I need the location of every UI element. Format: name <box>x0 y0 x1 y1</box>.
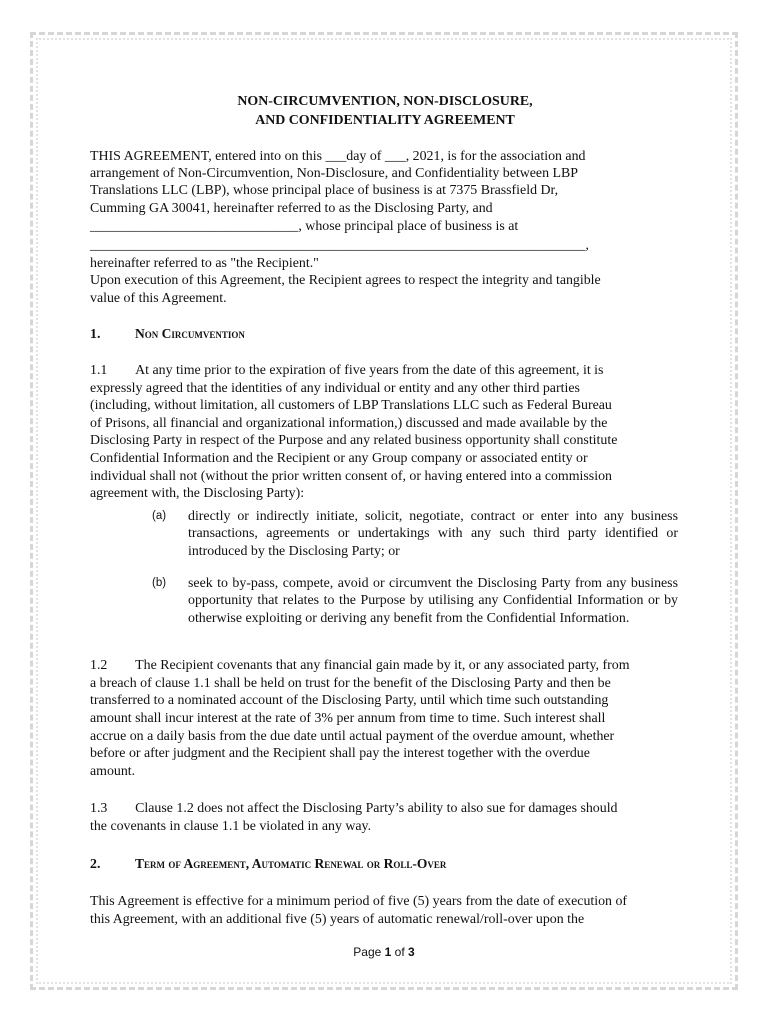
clause-1-2-line: a breach of clause 1.1 shall be held on trust for the benefit of the Disclosing Party and then be <box>90 676 611 691</box>
clause-1-2-line: amount. <box>90 764 136 779</box>
clause-1-1-line: agreement with, the Disclosing Party): <box>90 486 305 501</box>
intro-line-3: Translations LLC (LBP), whose principal place of business is at 7375 Brassfield Dr, <box>90 183 559 198</box>
section-1-number: 1. <box>90 327 101 342</box>
footer-prefix: Page <box>353 945 385 959</box>
section-2-heading <box>90 855 446 873</box>
list-item-b-text: seek to by-pass, compete, avoid or circumvent the Disclosing Party from any business opportunity that relates to the Purpose by utilising any Confidential Information or by otherwise exploiting or deriving any benefit from the Confidential Information. <box>188 576 678 626</box>
clause-1-3-line: the covenants in clause 1.1 be violated in any way. <box>90 819 372 834</box>
intro-line-1: THIS AGREEMENT, entered into on this ___day of ___, 2021, is for the association and <box>90 149 586 164</box>
document-title-line-2: AND CONFIDENTIALITY AGREEMENT <box>255 113 515 128</box>
clause-1-1-line: 1.1 At any time prior to the expiration of five years from the date of this agreement, it is <box>90 363 604 378</box>
section-1-heading <box>90 325 245 343</box>
footer-current-page: 1 <box>384 945 392 959</box>
section-2-number: 2. <box>90 857 101 872</box>
clause-1-2-line: before or after judgment and the Recipient shall pay the interest together with the overdue <box>90 746 590 761</box>
clause-1-1-line: Confidential Information and the Recipient or any Group company or associated entity or <box>90 451 588 466</box>
clause-1-3-line: 1.3 Clause 1.2 does not affect the Disclosing Party’s ability to also sue for damages should <box>90 801 618 816</box>
intro-line-6 <box>90 236 680 253</box>
intro-line-7: hereinafter referred to as "the Recipient." <box>90 256 319 271</box>
clause-1-1-line: Disclosing Party in respect of the Purpose and any related business opportunity shall constitute <box>90 433 618 448</box>
clause-1-1-line: expressly agreed that the identities of any individual or entity and any other third parties <box>90 381 580 396</box>
section-1-title: Non Circumvention <box>135 326 245 341</box>
clause-1-2-line: 1.2 The Recipient covenants that any financial gain made by it, or any associated party, from <box>90 658 630 673</box>
intro-line-5 <box>90 218 680 235</box>
section-2-title: Term of Agreement, Automatic Renewal or Roll-Over <box>135 856 447 871</box>
intro-line-8: Upon execution of this Agreement, the Recipient agrees to respect the integrity and tangible <box>90 273 601 288</box>
intro-line-9: value of this Agreement. <box>90 291 227 306</box>
clause-1-2-line: transferred to a nominated account of the Disclosing Party, until which time such outstanding <box>90 693 609 708</box>
clause-1-2-line: accrue on a daily basis from the due date until actual payment of the overdue amount, whether <box>90 729 615 744</box>
intro-line-4: Cumming GA 30041, hereinafter referred to as the Disclosing Party, and <box>90 201 493 216</box>
list-marker-a: (a) <box>152 510 167 522</box>
intro-line-2: arrangement of Non-Circumvention, Non-Disclosure, and Confidentiality between LBP <box>90 166 578 181</box>
section-2-line: this Agreement, with an additional five (5) years of automatic renewal/roll-over upon the <box>90 912 585 927</box>
footer-total-pages: 3 <box>408 945 415 959</box>
clause-1-1-line: individual shall not (without the prior written consent of, or having entered into a commission <box>90 469 612 484</box>
section-2-line: This Agreement is effective for a minimum period of five (5) years from the date of execution of <box>90 894 628 909</box>
clause-1-1-line: of Prisons, all financial and organizational information,) discussed and made available by the <box>90 416 608 431</box>
document-title-line-1: NON-CIRCUMVENTION, NON-DISCLOSURE, <box>237 94 533 109</box>
page-footer <box>0 945 768 959</box>
recipient-name-blank: ______________________________ <box>90 219 299 234</box>
clause-1-1-line: (including, without limitation, all customers of LBP Translations LLC such as Federal Bureau <box>90 398 612 413</box>
clause-1-2-line: amount shall incur interest at the rate of 3% per annum from time to time. Such interest shall <box>90 711 606 726</box>
footer-middle: of <box>391 945 409 959</box>
list-item-a-text: directly or indirectly initiate, solicit, negotiate, contract or enter into any business transactions, agreements or undertakings with any such third party identified or introduced by the Disclosing Party; or <box>188 509 678 559</box>
recipient-address-blank: __________________________________________________________________________ <box>90 237 586 252</box>
list-marker-b: (b) <box>152 577 167 589</box>
intro-line-5-text: , whose principal place of business is at <box>298 219 519 234</box>
intro-line-6-comma: , <box>585 237 589 252</box>
